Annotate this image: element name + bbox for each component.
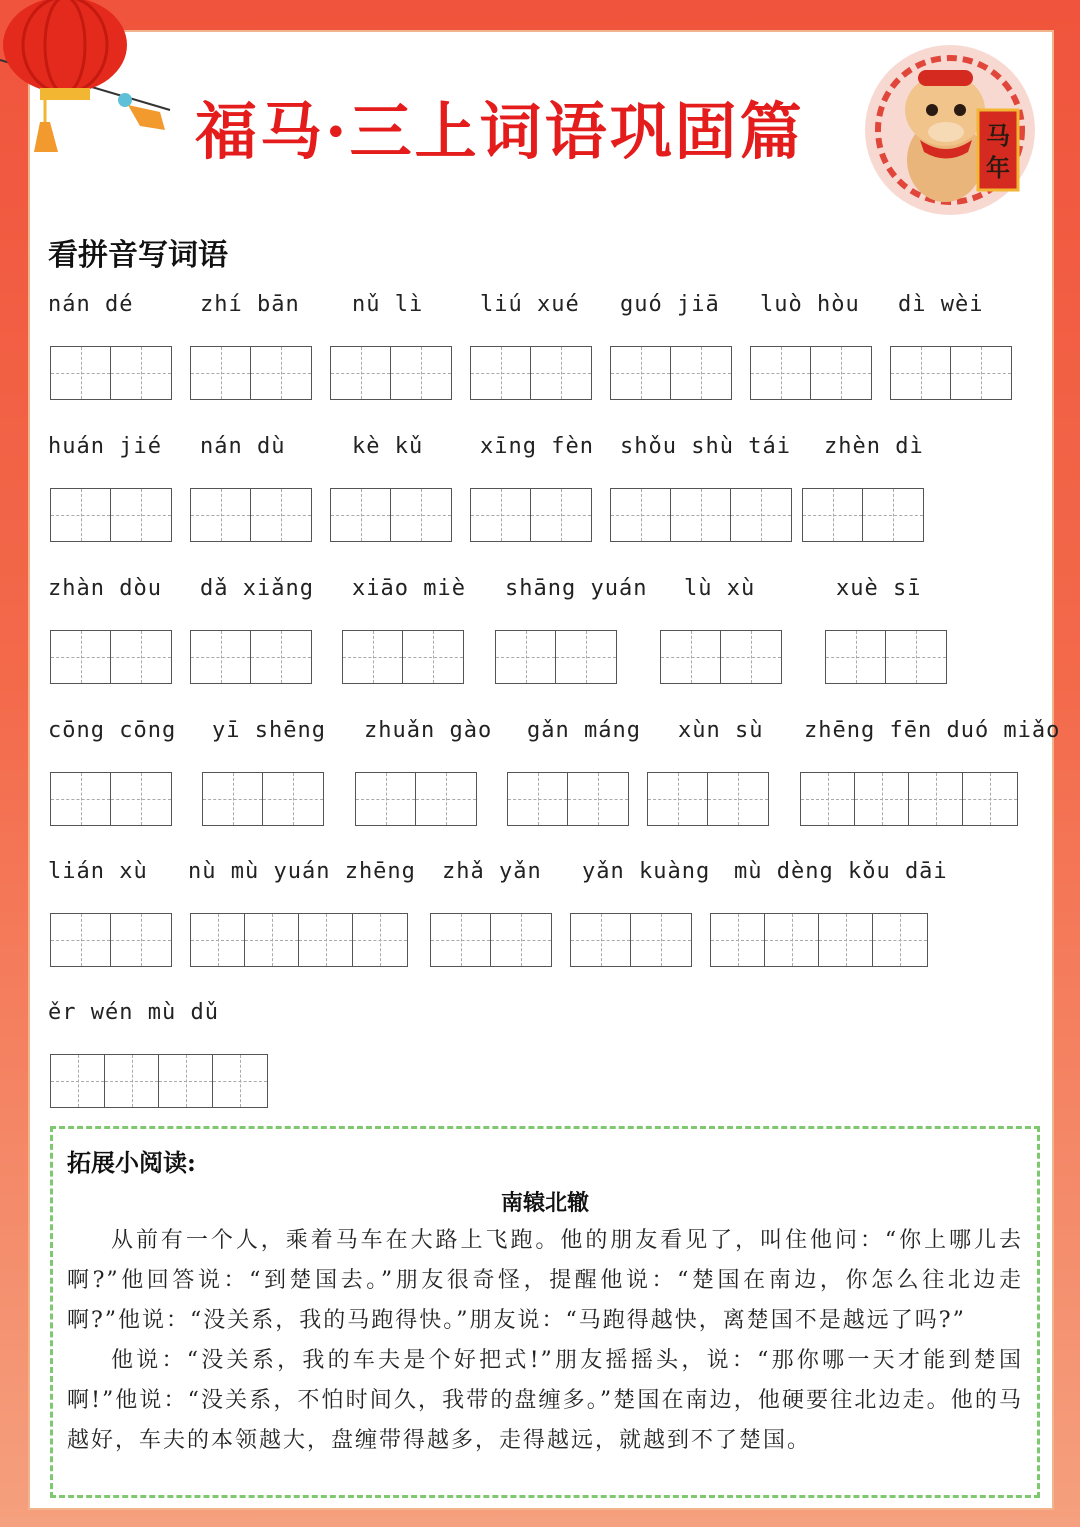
writing-cell[interactable] xyxy=(251,489,311,541)
pinyin-label: xùn sù xyxy=(678,718,764,743)
pinyin-label: yī shēng xyxy=(212,718,326,743)
writing-grid[interactable] xyxy=(495,630,617,684)
writing-cell[interactable] xyxy=(611,347,671,399)
writing-cell[interactable] xyxy=(203,773,263,825)
writing-cell[interactable] xyxy=(568,773,628,825)
writing-grid[interactable] xyxy=(342,630,464,684)
writing-cell[interactable] xyxy=(951,347,1011,399)
writing-cell[interactable] xyxy=(159,1055,213,1107)
writing-grid[interactable] xyxy=(710,913,928,967)
writing-cell[interactable] xyxy=(731,489,791,541)
writing-grid[interactable] xyxy=(330,346,452,400)
writing-cell[interactable] xyxy=(909,773,963,825)
pinyin-label: cōng cōng xyxy=(48,718,177,743)
writing-cell[interactable] xyxy=(331,489,391,541)
writing-cell[interactable] xyxy=(471,347,531,399)
pinyin-label: zhēng fēn duó miǎo xyxy=(804,718,1061,743)
writing-cell[interactable] xyxy=(416,773,476,825)
writing-cell[interactable] xyxy=(105,1055,159,1107)
writing-cell[interactable] xyxy=(811,347,871,399)
writing-cell[interactable] xyxy=(343,631,403,683)
writing-cell[interactable] xyxy=(191,347,251,399)
writing-cell[interactable] xyxy=(391,489,451,541)
writing-cell[interactable] xyxy=(803,489,863,541)
writing-cell[interactable] xyxy=(891,347,951,399)
writing-grid[interactable] xyxy=(750,346,872,400)
pinyin-label: lián xù xyxy=(48,859,148,884)
writing-cell[interactable] xyxy=(331,347,391,399)
writing-grid[interactable] xyxy=(190,630,312,684)
writing-grid[interactable] xyxy=(470,488,592,542)
writing-cell[interactable] xyxy=(648,773,708,825)
horse-mascot-icon xyxy=(860,40,1040,220)
writing-grid[interactable] xyxy=(202,772,324,826)
writing-cell[interactable] xyxy=(671,489,731,541)
pinyin-label: shāng yuán xyxy=(505,576,648,601)
writing-cell[interactable] xyxy=(855,773,909,825)
writing-cell[interactable] xyxy=(531,489,591,541)
section-title: 看拼音写词语 xyxy=(48,238,228,273)
writing-grid[interactable] xyxy=(50,772,172,826)
writing-grid[interactable] xyxy=(660,630,782,684)
writing-cell[interactable] xyxy=(661,631,721,683)
writing-cell[interactable] xyxy=(353,914,407,966)
writing-cell[interactable] xyxy=(819,914,873,966)
pinyin-label: kè kǔ xyxy=(352,434,424,459)
writing-cell[interactable] xyxy=(886,631,946,683)
writing-cell[interactable] xyxy=(251,347,311,399)
writing-grid[interactable] xyxy=(800,772,1018,826)
writing-grid[interactable] xyxy=(430,913,552,967)
pinyin-label: zhí bān xyxy=(200,292,300,317)
writing-cell[interactable] xyxy=(708,773,768,825)
writing-cell[interactable] xyxy=(863,489,923,541)
writing-grid[interactable] xyxy=(890,346,1012,400)
writing-cell[interactable] xyxy=(51,347,111,399)
pinyin-label: zhuǎn gào xyxy=(364,718,493,743)
pinyin-label: shǒu shù tái xyxy=(620,434,791,459)
writing-grid[interactable] xyxy=(570,913,692,967)
pinyin-label: guó jiā xyxy=(620,292,720,317)
writing-grid[interactable] xyxy=(647,772,769,826)
writing-cell[interactable] xyxy=(111,347,171,399)
writing-cell[interactable] xyxy=(751,347,811,399)
writing-grid[interactable] xyxy=(610,488,792,542)
writing-cell[interactable] xyxy=(471,489,531,541)
writing-grid[interactable] xyxy=(190,488,312,542)
pinyin-label: yǎn kuàng xyxy=(582,859,711,884)
pinyin-label: huán jié xyxy=(48,434,162,459)
pinyin-label: zhàn dòu xyxy=(48,576,162,601)
writing-cell[interactable] xyxy=(299,914,353,966)
writing-cell[interactable] xyxy=(826,631,886,683)
pinyin-label: mù dèng kǒu dāi xyxy=(734,859,948,884)
writing-cell[interactable] xyxy=(51,489,111,541)
writing-cell[interactable] xyxy=(431,914,491,966)
writing-grid[interactable] xyxy=(50,630,172,684)
writing-grid[interactable] xyxy=(802,488,924,542)
writing-cell[interactable] xyxy=(391,347,451,399)
pinyin-label: gǎn máng xyxy=(527,718,641,743)
writing-cell[interactable] xyxy=(611,489,671,541)
writing-cell[interactable] xyxy=(711,914,765,966)
writing-grid[interactable] xyxy=(50,1054,268,1108)
pinyin-label: xuè sī xyxy=(836,576,922,601)
writing-cell[interactable] xyxy=(873,914,927,966)
writing-cell[interactable] xyxy=(213,1055,267,1107)
writing-grid[interactable] xyxy=(190,913,408,967)
writing-grid[interactable] xyxy=(330,488,452,542)
writing-cell[interactable] xyxy=(191,631,251,683)
writing-cell[interactable] xyxy=(491,914,551,966)
writing-grid[interactable] xyxy=(50,488,172,542)
writing-cell[interactable] xyxy=(631,914,691,966)
writing-cell[interactable] xyxy=(801,773,855,825)
pinyin-label: dì wèi xyxy=(898,292,984,317)
writing-cell[interactable] xyxy=(721,631,781,683)
writing-cell[interactable] xyxy=(191,914,245,966)
badge-char: 年 xyxy=(986,153,1010,182)
writing-cell[interactable] xyxy=(51,914,111,966)
writing-cell[interactable] xyxy=(111,914,171,966)
writing-cell[interactable] xyxy=(251,631,311,683)
writing-cell[interactable] xyxy=(111,631,171,683)
writing-cell[interactable] xyxy=(556,631,616,683)
writing-grid[interactable] xyxy=(507,772,629,826)
writing-grid[interactable] xyxy=(50,913,172,967)
writing-cell[interactable] xyxy=(263,773,323,825)
writing-cell[interactable] xyxy=(963,773,1017,825)
pinyin-label: zhèn dì xyxy=(824,434,924,459)
pinyin-label: xīng fèn xyxy=(480,434,594,459)
writing-cell[interactable] xyxy=(496,631,556,683)
pinyin-label: zhǎ yǎn xyxy=(442,859,542,884)
writing-cell[interactable] xyxy=(51,1055,105,1107)
lantern-icon xyxy=(0,0,180,165)
reading-paragraph: 他说：“没关系，我的车夫是个好把式!”朋友摇摇头，说：“那你哪一天才能到楚国啊!”他说：“没关系，不怕时间久，我带的盘缠多。”楚国在南边，他硬要往北边走。他的马越好，车夫的本领越大，盘缠带得越多，走得越远，就越到不了楚国。 xyxy=(67,1348,1023,1453)
writing-cell[interactable] xyxy=(403,631,463,683)
pinyin-label: nǔ lì xyxy=(352,292,424,317)
writing-cell[interactable] xyxy=(571,914,631,966)
writing-cell[interactable] xyxy=(531,347,591,399)
pinyin-label: nù mù yuán zhēng xyxy=(188,859,416,884)
reading-paragraph: 从前有一个人，乘着马车在大路上飞跑。他的朋友看见了，叫住他问：“你上哪儿去啊?”他回答说：“到楚国去。”朋友很奇怪，提醒他说：“楚国在南边，你怎么往北边走啊?”他说：“没关系，我的马跑得快。”朋友说：“马跑得越快，离楚国不是越远了吗?” xyxy=(67,1228,1023,1333)
reading-title: 南辕北辙 xyxy=(500,1190,589,1216)
pinyin-label: xiāo miè xyxy=(352,576,466,601)
page-title: 福马·三上词语巩固篇 xyxy=(195,95,805,168)
pinyin-label: ěr wén mù dǔ xyxy=(48,1000,219,1025)
pinyin-label: nán dé xyxy=(48,292,134,317)
reading-label: 拓展小阅读: xyxy=(67,1148,196,1177)
writing-cell[interactable] xyxy=(51,773,111,825)
writing-cell[interactable] xyxy=(245,914,299,966)
pinyin-label: nán dù xyxy=(200,434,286,459)
writing-cell[interactable] xyxy=(671,347,731,399)
writing-grid[interactable] xyxy=(50,346,172,400)
writing-cell[interactable] xyxy=(51,631,111,683)
writing-cell[interactable] xyxy=(765,914,819,966)
writing-cell[interactable] xyxy=(111,489,171,541)
pinyin-label: luò hòu xyxy=(760,292,860,317)
writing-grid[interactable] xyxy=(825,630,947,684)
writing-cell[interactable] xyxy=(356,773,416,825)
pinyin-label: liú xué xyxy=(480,292,580,317)
reading-box xyxy=(50,1126,1040,1498)
pinyin-label: lù xù xyxy=(684,576,756,601)
pinyin-label: dǎ xiǎng xyxy=(200,576,314,601)
badge-char: 马 xyxy=(986,121,1010,150)
writing-grid[interactable] xyxy=(190,346,312,400)
writing-grid[interactable] xyxy=(355,772,477,826)
writing-cell[interactable] xyxy=(191,489,251,541)
writing-grid[interactable] xyxy=(610,346,732,400)
writing-cell[interactable] xyxy=(111,773,171,825)
writing-cell[interactable] xyxy=(508,773,568,825)
writing-grid[interactable] xyxy=(470,346,592,400)
